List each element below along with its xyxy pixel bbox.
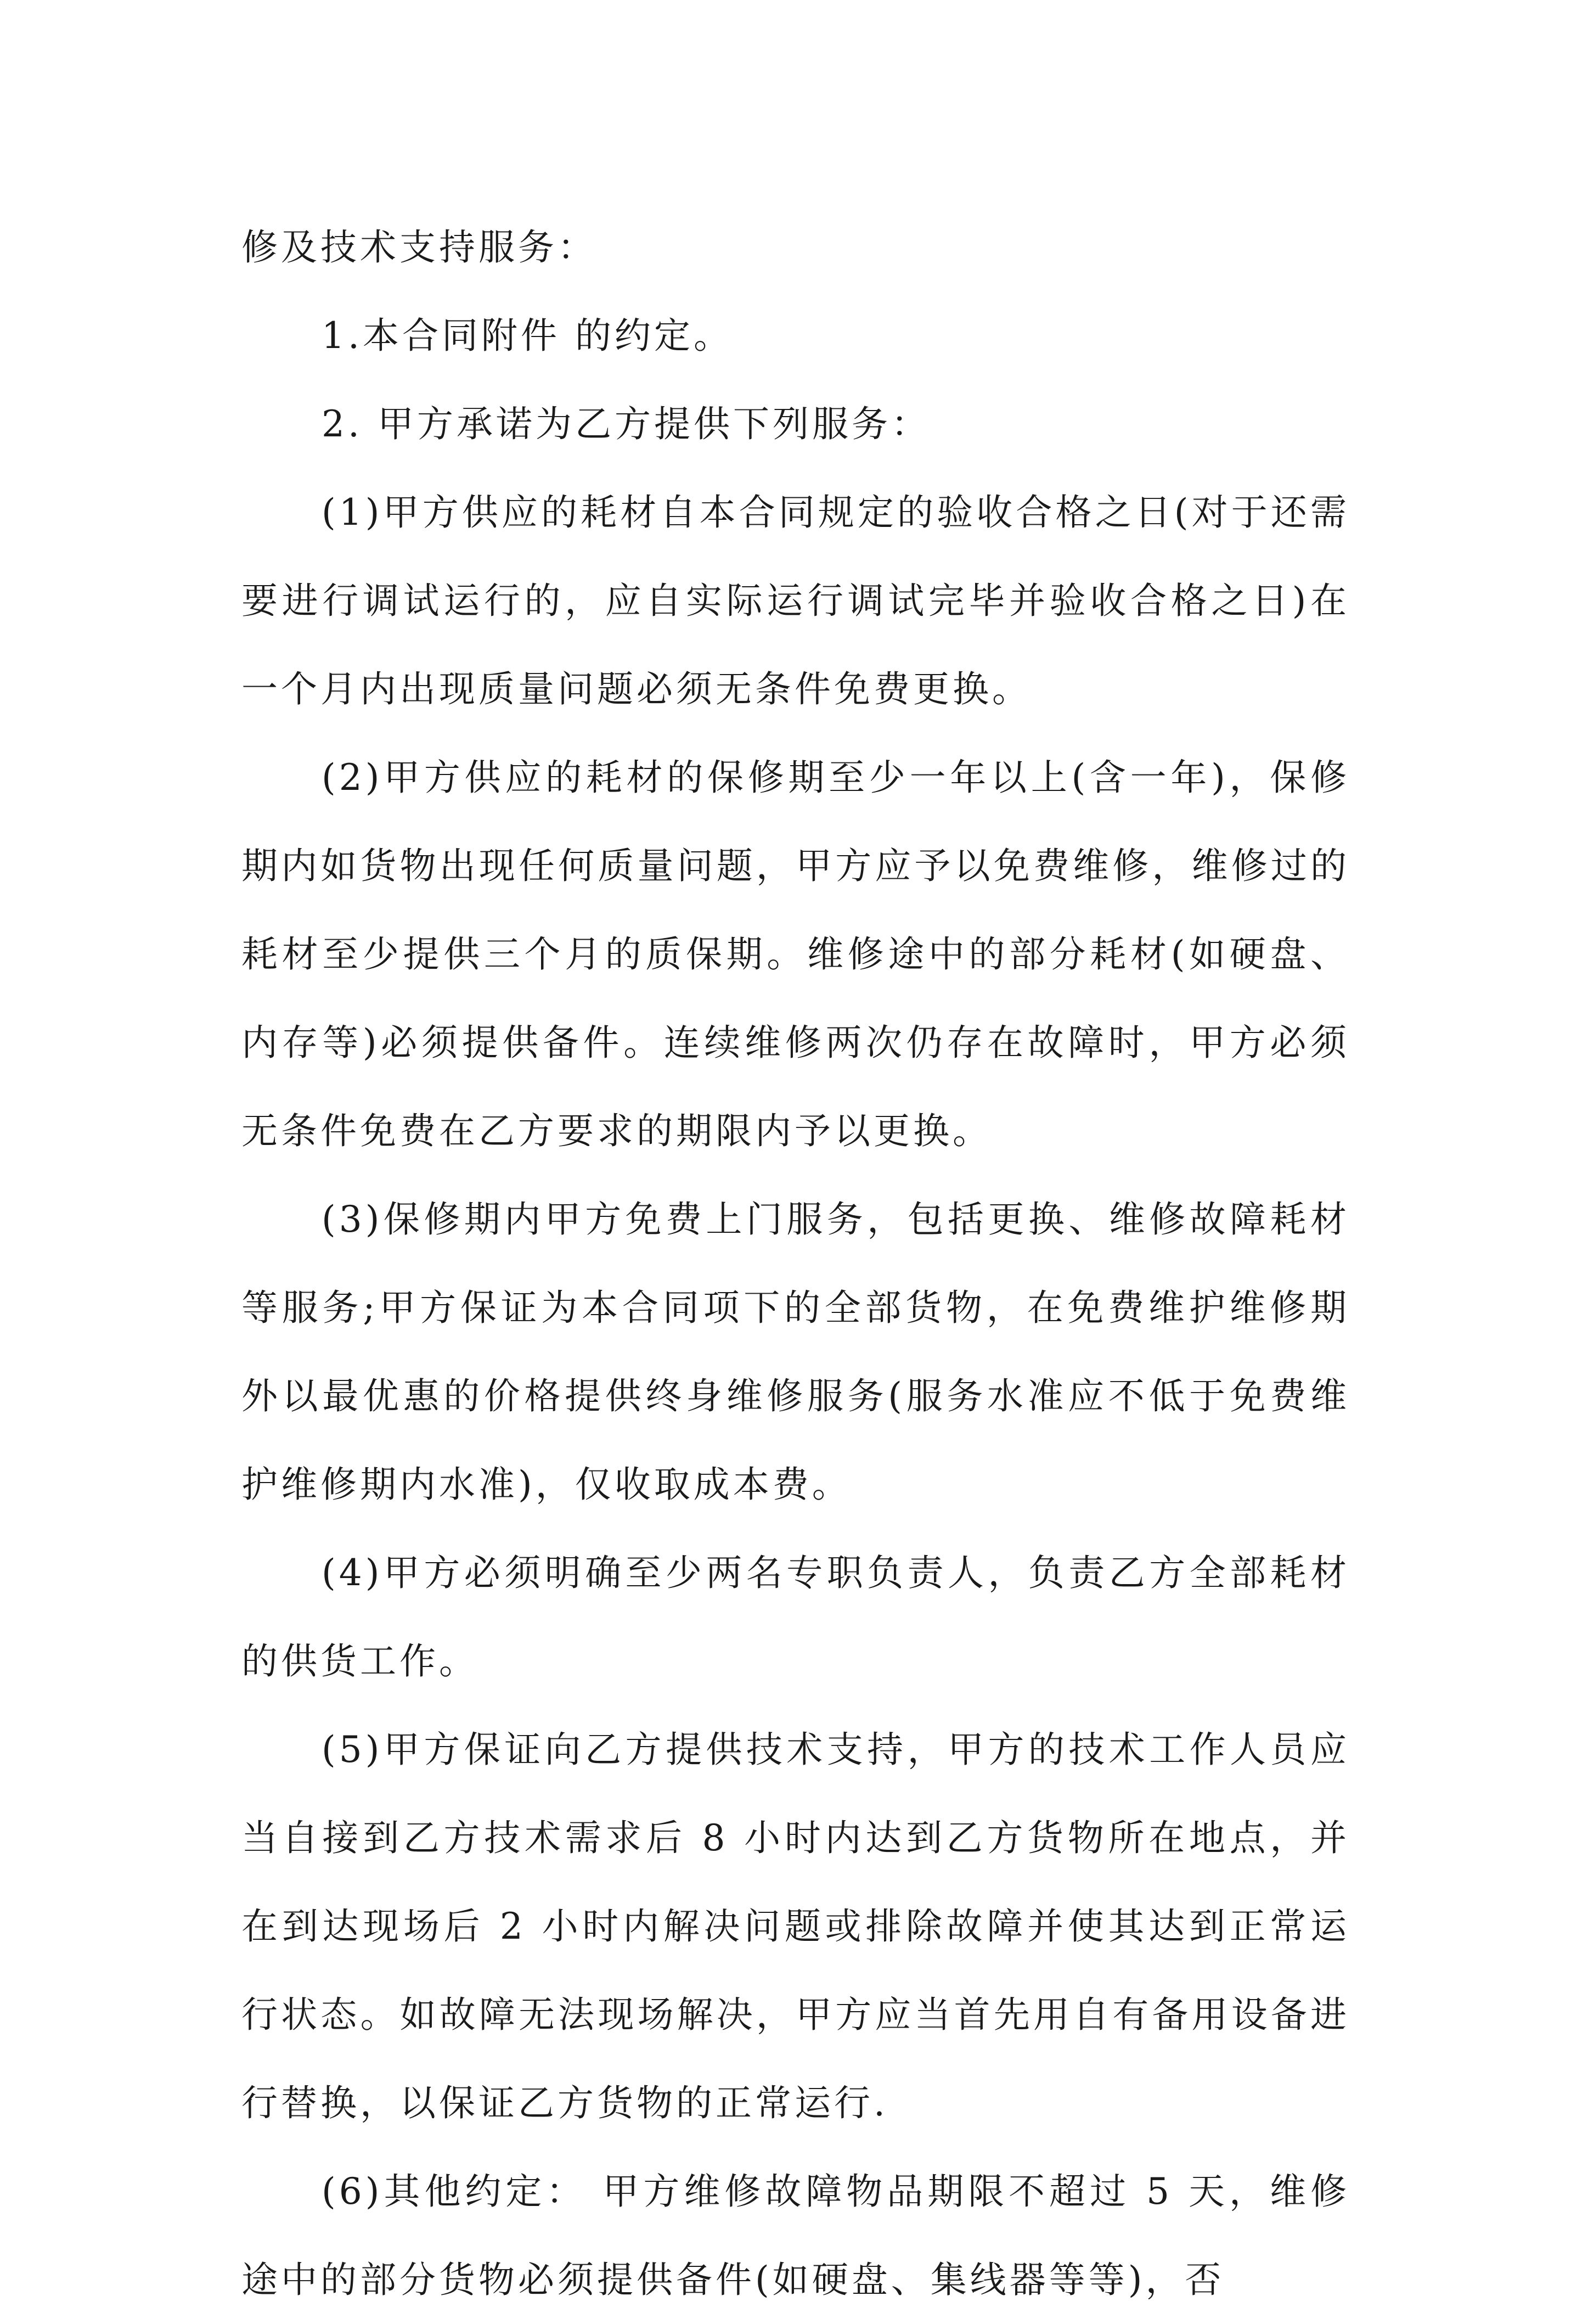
paragraph-clause-1: (1)甲方供应的耗材自本合同规定的验收合格之日(对于还需要进行调试运行的，应自实际运行调试完毕并验收合格之日)在一个月内出现质量问题必须无条件免费更换。 [241,491,1350,710]
paragraph-clause-5: (5)甲方保证向乙方提供技术支持，甲方的技术工作人员应当自接到乙方技术需求后 8 小时内达到乙方货物所在地点，并在到达现场后 2 小时内解决问题或排除故障并使其达到正常运行状态。如故障无法现场解决，甲方应当首先用自有备用设备进行替换，以保证乙方货物的正常运行. [241,1728,1350,2124]
paragraph-item-1: 1.本合同附件 的约定。 [322,315,733,357]
paragraph-clause-4: (4)甲方必须明确至少两名专职负责人，负责乙方全部耗材的供货工作。 [241,1552,1350,1682]
paragraph-intro: 修及技术支持服务： [241,226,597,268]
paragraph-clause-2: (2)甲方供应的耗材的保修期至少一年以上(含一年)，保修期内如货物出现任何质量问题，甲方应予以免费维修，维修过的耗材至少提供三个月的质保期。维修途中的部分耗材(如硬盘、内存等)必须提供备件。连续维修两次仍存在故障时，甲方必须无条件免费在乙方要求的期限内予以更换。 [241,756,1350,1152]
paragraph-item-2: 2. 甲方承诺为乙方提供下列服务： [322,403,931,445]
document-body [241,203,1350,2324]
paragraph-clause-6: (6)其他约定： 甲方维修故障物品期限不超过 5 天，维修途中的部分货物必须提供备件(如硬盘、集线器等等)，否 [241,2170,1350,2301]
paragraph-clause-3: (3)保修期内甲方免费上门服务，包括更换、维修故障耗材等服务;甲方保证为本合同项下的全部货物，在免费维护维修期外以最优惠的价格提供终身维修服务(服务水准应不低于免费维护维修期内水准)，仅收取成本费。 [241,1198,1350,1506]
